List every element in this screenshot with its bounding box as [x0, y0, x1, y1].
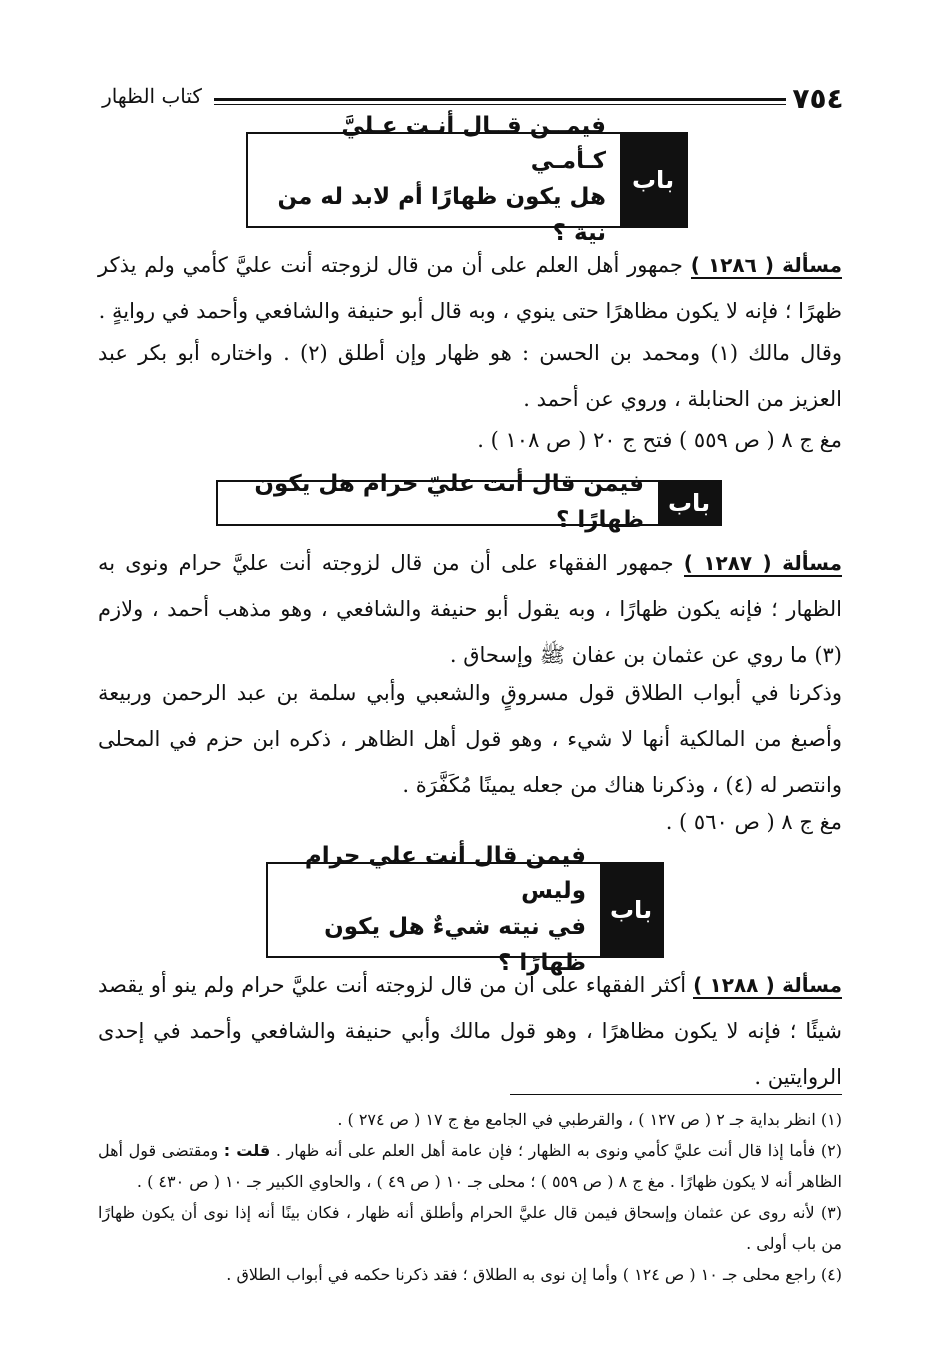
- book-title: كتاب الظهار: [102, 84, 202, 108]
- footnote-text: ومقتضى قول أهل الظاهر أنه لا يكون ظهارًا . مغ ج ٨ ( ص ٥٥٩ ) ؛ محلى جـ ١٠ ( ص ٤٩ ) ، والحاوي الكبير جـ ١٠ ( ص ٤٣٠ ) .: [98, 1141, 842, 1191]
- bab-label: باب: [620, 134, 686, 226]
- footnote-4: (٤) راجع محلى جـ ١٠ ( ص ١٢٤ ) وأما إن نوى به الطلاق ؛ فقد ذكرنا حكمه في أبواب الطلاق .: [226, 1265, 842, 1284]
- bab-label: باب: [600, 864, 662, 956]
- paragraph: وقال مالك (١) ومحمد بن الحسن : هو ظهار وإن أطلق (٢) . واختاره أبو بكر عبد العزيز من الحنابلة ، وروي عن أحمد .: [98, 341, 842, 411]
- heading-line: فيمــن قــال أنـت عـليَّ كـأمـي: [341, 112, 606, 175]
- bab-label: باب: [658, 482, 720, 524]
- chapter-heading-3: [266, 842, 664, 976]
- chapter-heading-text: [268, 842, 600, 976]
- footnote-1: (١) انظر بداية جـ ٢ ( ص ١٢٧ ) ، والقرطبي في الجامع مغ ج ١٧ ( ص ٢٧٤ ) .: [337, 1110, 842, 1129]
- paragraph: وذكرنا في أبواب الطلاق قول مسروقٍ والشعبي وأبي سلمة بن عبد الرحمن وربيعة وأصبغ من المالكية أنها لا شيء ، وهو قول أهل الظاهر ، ذكره ابن حزم في المحلى وانتصر له (٤) ، وذكرنا هناك من جعله يمينًا مُكَفَّرَة .: [98, 681, 842, 797]
- heading-line: فيمن قال أنت علي حرام وليس: [304, 842, 586, 905]
- footnotes: [98, 1104, 842, 1290]
- masala-label: مسألة ( ١٢٨٦ ): [690, 253, 842, 277]
- chapter-heading-1: [246, 112, 688, 246]
- heading-line: هل يكون ظهارًا أم لابد له من نية ؟: [277, 184, 606, 246]
- page-number: ٧٥٤: [792, 82, 844, 115]
- footnote-3: (٣) لأنه روى عن عثمان وإسحاق فيمن قال عليَّ الحرام وأطلق أنه ظهار ، فكان بينًا أنه إذا نوى أن يكون ظهارًا من باب أولى .: [98, 1203, 842, 1253]
- masala-text: أكثر الفقهاء على أن من قال لزوجته أنت عليَّ حرام ولم ينو أو يقصد شيئًا ؛ فإنه لا يكون مظاهرًا ، وهو قول مالك وأبي حنيفة والشافعي وأحمد في إحدى الروايتين .: [98, 973, 842, 1089]
- masala-1288: [98, 962, 842, 1100]
- masala-1286: [98, 242, 842, 334]
- footnote-2: [98, 1135, 842, 1197]
- masala-1287: [98, 540, 842, 678]
- footnote-rule: [510, 1094, 842, 1095]
- chapter-heading-text: [248, 112, 620, 246]
- masala-label: مسألة ( ١٢٨٧ ): [683, 551, 843, 575]
- header-rule: [214, 98, 786, 105]
- chapter-heading-text: [218, 471, 658, 533]
- masala-text: جمهور الفقهاء على أن من قال لزوجته أنت عليَّ حرام ونوى به الظهار ؛ فإنه يكون ظهارًا ، وبه يقول أبو حنيفة والشافعي ، وهو مذهب أحمد ، ولازم (٣) ما روي عن عثمان بن عفان ﷺ وإسحاق .: [98, 551, 842, 667]
- source-reference: مغ ج ٨ ( ص ٥٥٩ ) فتح ج ٢٠ ( ص ١٠٨ ) .: [477, 428, 842, 452]
- footnote-text: (٢) فأما إذا قال أنت عليَّ كأمي ونوى به الظهار ؛ فإن عامة أهل العلم على أنه ظهار .: [275, 1141, 842, 1160]
- heading-line: فيمن قال أنت عليّ حرام هل يكون ظهارًا ؟: [254, 471, 644, 533]
- footnote-bold: قلت :: [223, 1141, 271, 1160]
- chapter-heading-2: [216, 471, 722, 533]
- heading-line: في نيته شيءٌ هل يكون ظهارًا ؟: [324, 914, 586, 976]
- source-reference: مغ ج ٨ ( ص ٥٦٠ ) .: [665, 810, 842, 834]
- masala-label: مسألة ( ١٢٨٨ ): [693, 973, 842, 997]
- masala-text: جمهور أهل العلم على أن من قال لزوجته أنت عليَّ كأمي ولم يذكر ظهرًا ؛ فإنه لا يكون مظاهرًا حتى ينوي ، وبه قال أبو حنيفة والشافعي وأحمد في روايةٍ .: [98, 253, 842, 323]
